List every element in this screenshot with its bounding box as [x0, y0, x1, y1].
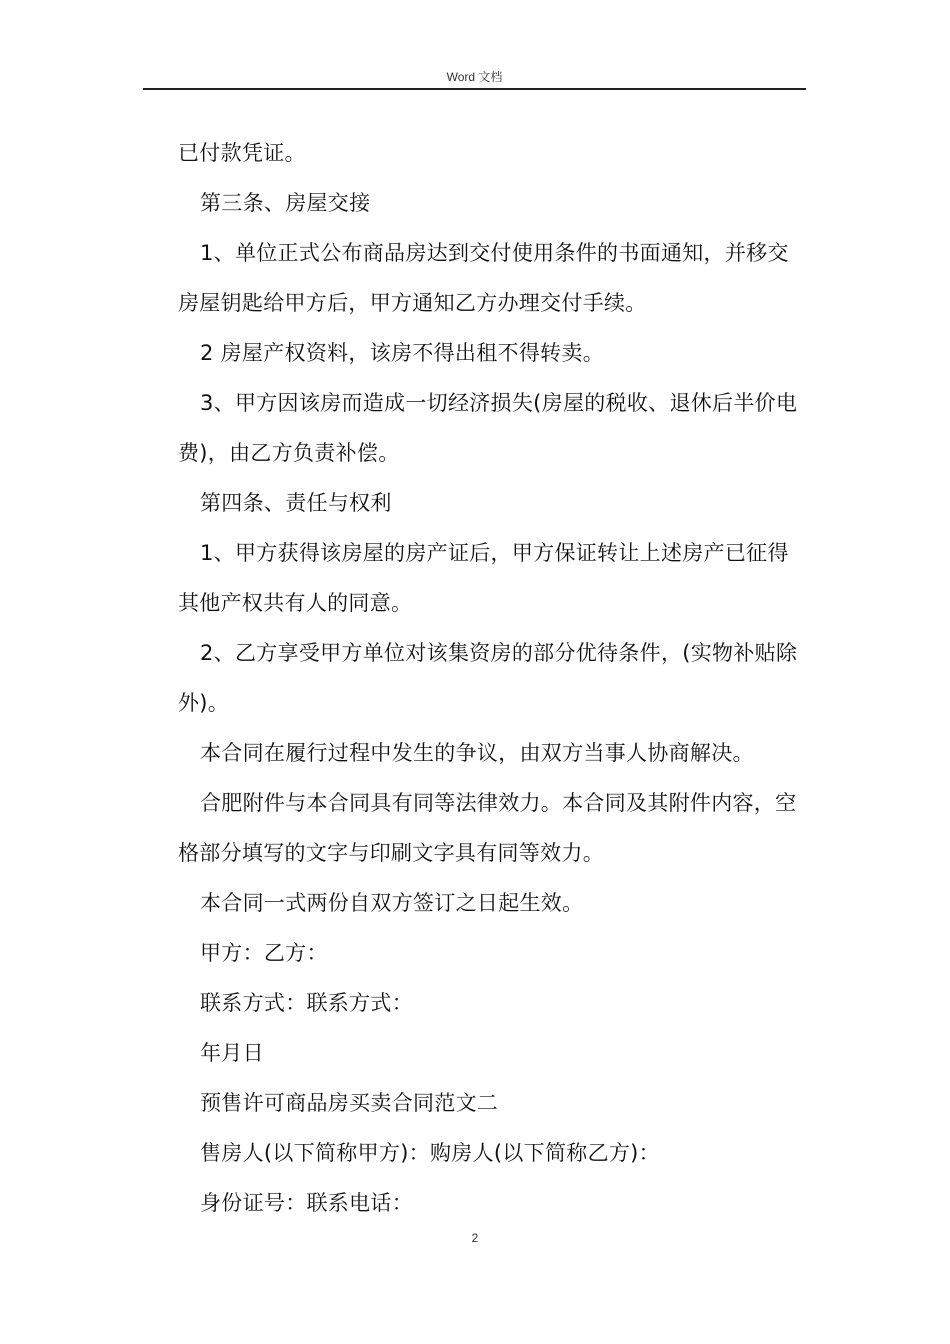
- paragraph-17: 身份证号：联系电话：: [200, 1191, 413, 1215]
- paragraph-4: 2 房屋产权资料，该房不得出租不得转卖。: [200, 341, 605, 365]
- page-number: 2: [471, 1231, 479, 1245]
- paragraph-13: 联系方式：联系方式：: [200, 991, 413, 1015]
- paragraph-2: 第三条、房屋交接: [200, 191, 371, 215]
- paragraph-6: 第四条、责任与权利: [200, 491, 392, 515]
- paragraph-15: 预售许可商品房买卖合同范文二: [200, 1091, 499, 1115]
- paragraph-3: 1、单位正式公布商品房达到交付使用条件的书面通知，并移交房屋钥匙给甲方后，甲方通知乙方办理交付手续。: [178, 241, 789, 315]
- paragraph-7: 1、甲方获得该房屋的房产证后，甲方保证转让上述房产已征得其他产权共有人的同意。: [178, 541, 789, 615]
- paragraph-10: 合肥附件与本合同具有同等法律效力。本合同及其附件内容，空格部分填写的文字与印刷文字具有同等效力。: [178, 791, 797, 865]
- paragraph-16: 售房人(以下简称甲方)：购房人(以下简称乙方)：: [200, 1141, 660, 1165]
- paragraph-9: 本合同在履行过程中发生的争议，由双方当事人协商解决。: [200, 741, 754, 765]
- paragraph-14: 年月日: [200, 1041, 264, 1065]
- paragraph-8: 2、乙方享受甲方单位对该集资房的部分优待条件，(实物补贴除外)。: [178, 641, 798, 715]
- header-title: Word 文档: [446, 70, 503, 84]
- page-header: [143, 66, 806, 90]
- document-body: [178, 128, 798, 1228]
- paragraph-12: 甲方：乙方：: [200, 941, 328, 965]
- paragraph-1: 已付款凭证。: [178, 141, 306, 165]
- paragraph-11: 本合同一式两份自双方签订之日起生效。: [200, 891, 584, 915]
- paragraph-5: 3、甲方因该房而造成一切经济损失(房屋的税收、退休后半价电费)，由乙方负责补偿。: [178, 391, 798, 465]
